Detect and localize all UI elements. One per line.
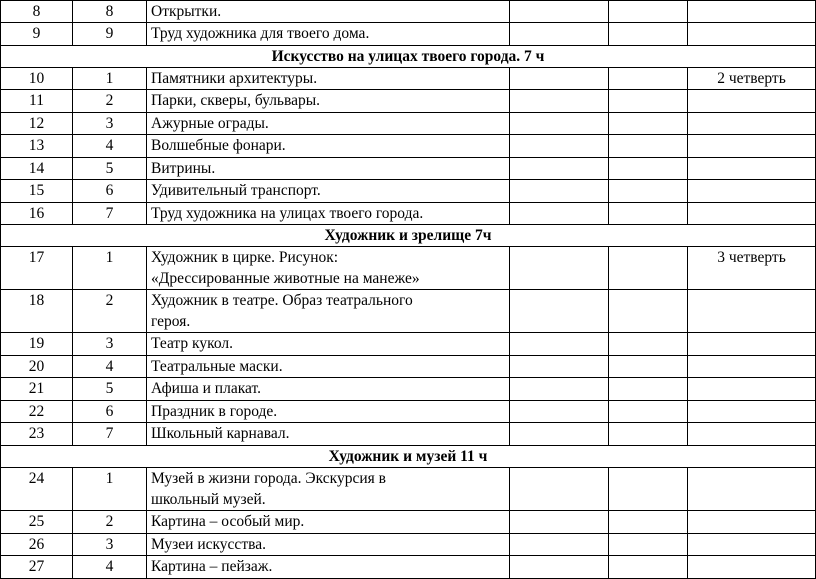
topic-lesson-number: 9 xyxy=(73,23,147,46)
table-row xyxy=(1,180,816,203)
quarter-cell xyxy=(688,158,816,180)
date-fact-cell xyxy=(609,423,688,446)
date-fact-cell xyxy=(609,203,688,225)
date-fact-cell xyxy=(609,23,688,46)
topic-lesson-number: 3 xyxy=(73,113,147,135)
lesson-number: 11 xyxy=(1,90,73,113)
topic-lesson-number: 1 xyxy=(73,68,147,90)
table-row xyxy=(1,23,816,46)
lesson-topic-line: Художник в цирке. Рисунок: xyxy=(151,249,339,266)
table-row xyxy=(1,333,816,356)
date-plan-cell xyxy=(510,203,609,225)
quarter-cell xyxy=(688,356,816,378)
lesson-topic-line: школьный музей. xyxy=(151,491,266,508)
table-body xyxy=(1,1,816,579)
lesson-topic: Открытки. xyxy=(147,1,510,23)
table-row xyxy=(1,556,816,579)
lesson-topic: Картина – особый мир. xyxy=(147,511,510,534)
topic-lesson-number: 2 xyxy=(73,90,147,113)
quarter-cell xyxy=(688,378,816,401)
lesson-number: 22 xyxy=(1,401,73,423)
quarter-cell xyxy=(688,534,816,556)
lesson-topic: Витрины. xyxy=(147,158,510,180)
quarter-cell: 3 четверть xyxy=(688,247,816,290)
date-fact-cell xyxy=(609,356,688,378)
lesson-number: 18 xyxy=(1,290,73,333)
topic-lesson-number: 7 xyxy=(73,423,147,446)
lesson-number: 21 xyxy=(1,378,73,401)
lesson-topic: Ажурные ограды. xyxy=(147,113,510,135)
section-title: Художник и зрелище 7ч xyxy=(1,225,816,247)
topic-lesson-number: 1 xyxy=(73,247,147,290)
lesson-topic: Театральные маски. xyxy=(147,356,510,378)
lesson-topic-line: Музей в жизни города. Экскурсия в xyxy=(151,470,386,487)
lesson-topic xyxy=(147,290,510,333)
topic-lesson-number: 2 xyxy=(73,290,147,333)
lesson-topic: Музеи искусства. xyxy=(147,534,510,556)
section-header-row xyxy=(1,225,816,247)
lesson-topic: Труд художника для твоего дома. xyxy=(147,23,510,46)
topic-lesson-number: 4 xyxy=(73,556,147,579)
table-row xyxy=(1,247,816,290)
table-row xyxy=(1,401,816,423)
date-plan-cell xyxy=(510,534,609,556)
quarter-cell xyxy=(688,511,816,534)
lesson-topic: Школьный карнавал. xyxy=(147,423,510,446)
date-plan-cell xyxy=(510,68,609,90)
section-title: Художник и музей 11 ч xyxy=(1,446,816,468)
lesson-topic: Волшебные фонари. xyxy=(147,135,510,158)
date-plan-cell xyxy=(510,135,609,158)
date-fact-cell xyxy=(609,378,688,401)
table-row xyxy=(1,68,816,90)
lesson-topic-line: «Дрессированные животные на манеже» xyxy=(151,270,420,287)
topic-lesson-number: 4 xyxy=(73,135,147,158)
lesson-number: 17 xyxy=(1,247,73,290)
topic-lesson-number: 7 xyxy=(73,203,147,225)
topic-lesson-number: 6 xyxy=(73,401,147,423)
topic-lesson-number: 8 xyxy=(73,1,147,23)
lesson-number: 16 xyxy=(1,203,73,225)
topic-lesson-number: 3 xyxy=(73,333,147,356)
date-fact-cell xyxy=(609,401,688,423)
date-fact-cell xyxy=(609,468,688,511)
lesson-topic: Парки, скверы, бульвары. xyxy=(147,90,510,113)
quarter-cell xyxy=(688,203,816,225)
date-fact-cell xyxy=(609,247,688,290)
table-row xyxy=(1,135,816,158)
quarter-cell xyxy=(688,113,816,135)
lesson-number: 8 xyxy=(1,1,73,23)
date-plan-cell xyxy=(510,23,609,46)
quarter-cell xyxy=(688,401,816,423)
table-row xyxy=(1,290,816,333)
table-row xyxy=(1,113,816,135)
quarter-cell xyxy=(688,23,816,46)
date-fact-cell xyxy=(609,68,688,90)
table-row xyxy=(1,203,816,225)
lesson-number: 13 xyxy=(1,135,73,158)
date-fact-cell xyxy=(609,90,688,113)
date-fact-cell xyxy=(609,290,688,333)
lesson-number: 25 xyxy=(1,511,73,534)
lesson-number: 12 xyxy=(1,113,73,135)
date-plan-cell xyxy=(510,247,609,290)
lesson-number: 15 xyxy=(1,180,73,203)
date-fact-cell xyxy=(609,511,688,534)
date-fact-cell xyxy=(609,333,688,356)
quarter-cell xyxy=(688,180,816,203)
table-row xyxy=(1,356,816,378)
date-plan-cell xyxy=(510,1,609,23)
topic-lesson-number: 5 xyxy=(73,378,147,401)
section-header-row xyxy=(1,46,816,68)
date-fact-cell xyxy=(609,556,688,579)
table-row xyxy=(1,90,816,113)
date-plan-cell xyxy=(510,113,609,135)
quarter-cell xyxy=(688,135,816,158)
date-fact-cell xyxy=(609,135,688,158)
lesson-number: 14 xyxy=(1,158,73,180)
date-plan-cell xyxy=(510,468,609,511)
table-row xyxy=(1,1,816,23)
topic-lesson-number: 2 xyxy=(73,511,147,534)
lesson-number: 27 xyxy=(1,556,73,579)
topic-lesson-number: 6 xyxy=(73,180,147,203)
date-plan-cell xyxy=(510,180,609,203)
quarter-cell xyxy=(688,1,816,23)
lesson-topic: Удивительный транспорт. xyxy=(147,180,510,203)
date-plan-cell xyxy=(510,378,609,401)
quarter-cell xyxy=(688,556,816,579)
date-plan-cell xyxy=(510,511,609,534)
lesson-topic xyxy=(147,247,510,290)
date-fact-cell xyxy=(609,534,688,556)
table-row xyxy=(1,468,816,511)
topic-lesson-number: 1 xyxy=(73,468,147,511)
table-row xyxy=(1,423,816,446)
date-plan-cell xyxy=(510,556,609,579)
date-fact-cell xyxy=(609,180,688,203)
date-fact-cell xyxy=(609,1,688,23)
table-row xyxy=(1,534,816,556)
table-row xyxy=(1,511,816,534)
date-plan-cell xyxy=(510,333,609,356)
section-title: Искусство на улицах твоего города. 7 ч xyxy=(1,46,816,68)
date-plan-cell xyxy=(510,158,609,180)
lesson-topic: Памятники архитектуры. xyxy=(147,68,510,90)
quarter-cell xyxy=(688,423,816,446)
lesson-topic-line: Художник в театре. Образ театрального xyxy=(151,292,413,309)
quarter-cell xyxy=(688,468,816,511)
lesson-number: 23 xyxy=(1,423,73,446)
date-plan-cell xyxy=(510,290,609,333)
table-row xyxy=(1,158,816,180)
date-fact-cell xyxy=(609,113,688,135)
lesson-number: 24 xyxy=(1,468,73,511)
topic-lesson-number: 4 xyxy=(73,356,147,378)
quarter-cell xyxy=(688,290,816,333)
lesson-number: 19 xyxy=(1,333,73,356)
lesson-topic: Театр кукол. xyxy=(147,333,510,356)
lesson-topic: Афиша и плакат. xyxy=(147,378,510,401)
lesson-topic xyxy=(147,468,510,511)
date-plan-cell xyxy=(510,90,609,113)
lesson-number: 26 xyxy=(1,534,73,556)
lesson-number: 10 xyxy=(1,68,73,90)
table-row xyxy=(1,378,816,401)
lesson-number: 9 xyxy=(1,23,73,46)
lesson-number: 20 xyxy=(1,356,73,378)
date-plan-cell xyxy=(510,356,609,378)
lesson-topic: Труд художника на улицах твоего города. xyxy=(147,203,510,225)
topic-lesson-number: 5 xyxy=(73,158,147,180)
lesson-topic-line: героя. xyxy=(151,313,191,330)
lesson-topic: Праздник в городе. xyxy=(147,401,510,423)
date-plan-cell xyxy=(510,423,609,446)
quarter-cell: 2 четверть xyxy=(688,68,816,90)
date-fact-cell xyxy=(609,158,688,180)
lesson-topic: Картина – пейзаж. xyxy=(147,556,510,579)
topic-lesson-number: 3 xyxy=(73,534,147,556)
quarter-cell xyxy=(688,333,816,356)
quarter-cell xyxy=(688,90,816,113)
section-header-row xyxy=(1,446,816,468)
date-plan-cell xyxy=(510,401,609,423)
